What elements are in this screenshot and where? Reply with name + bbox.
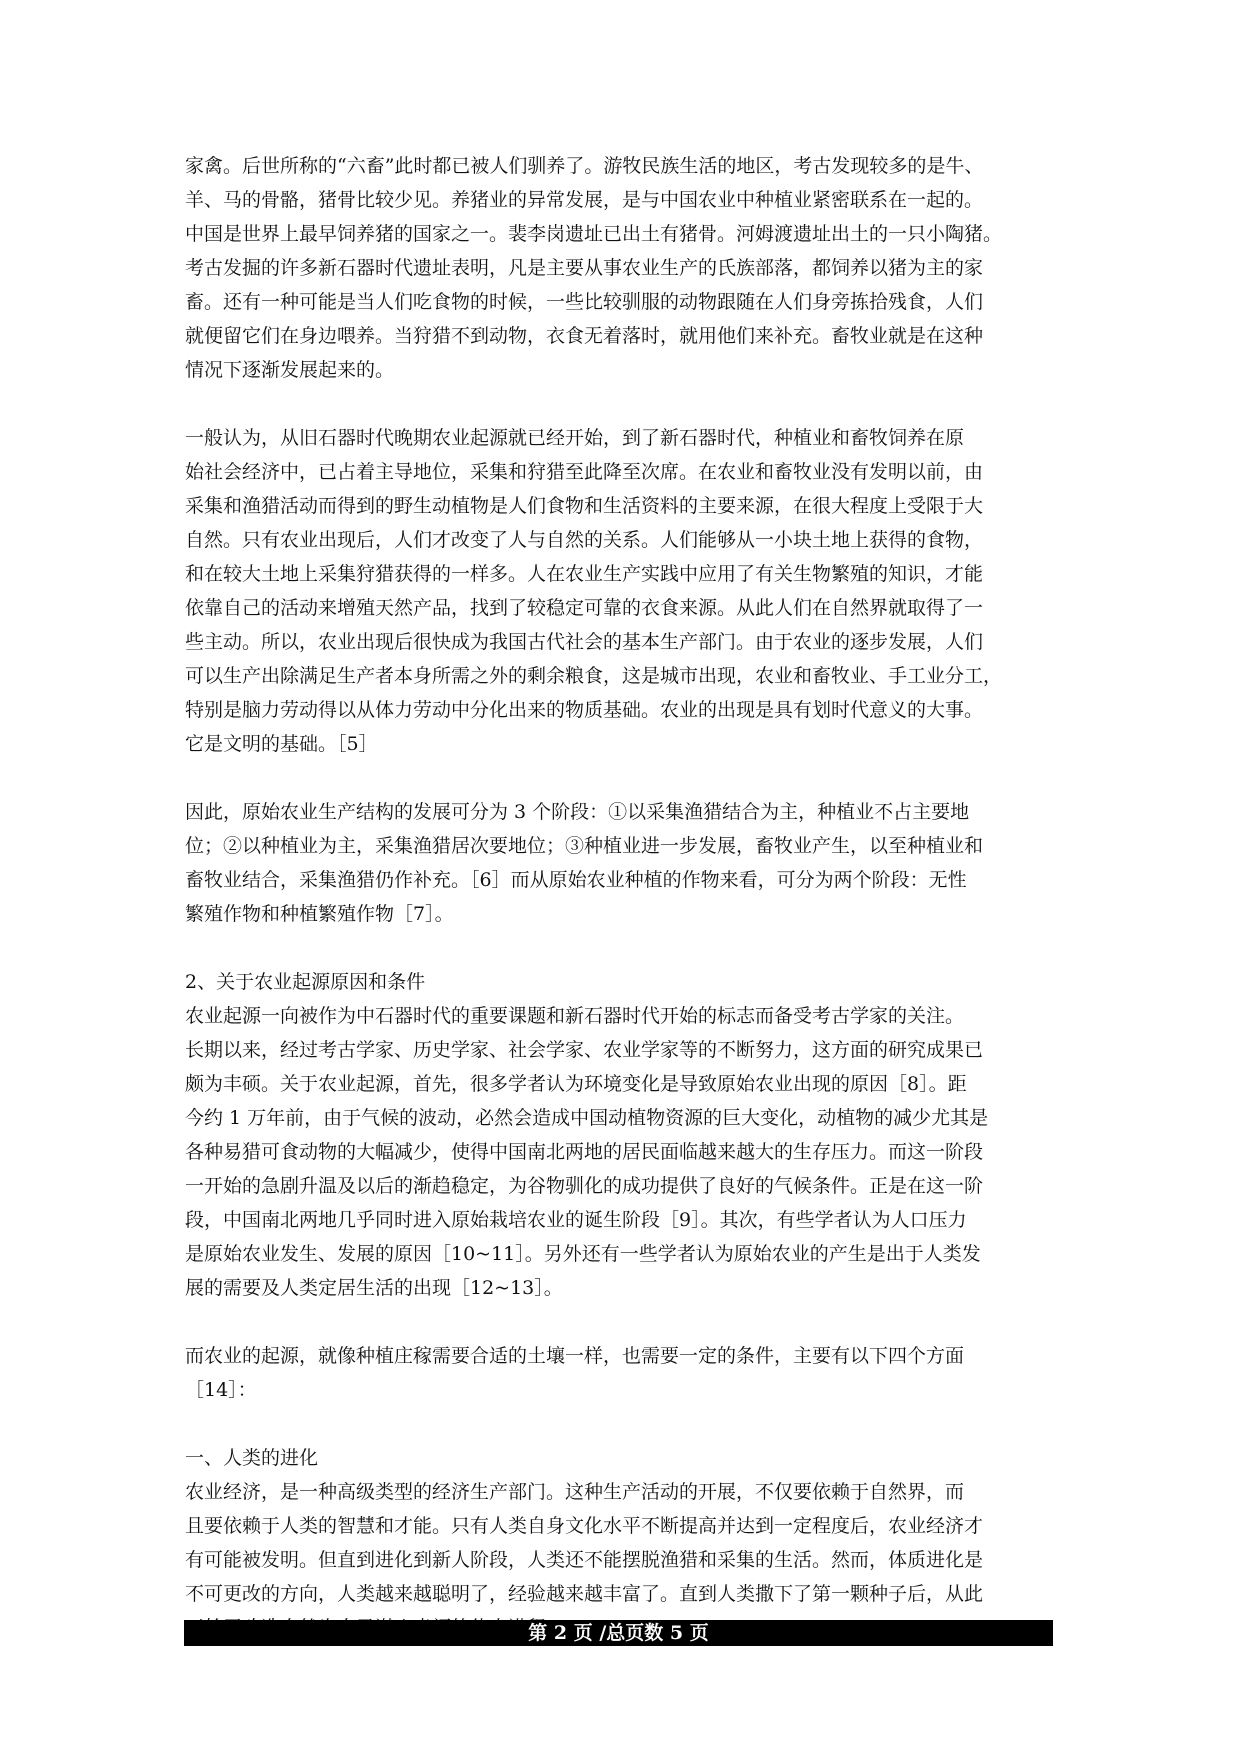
text-line: 繁殖作物和种植繁殖作物［7］。 xyxy=(185,903,454,925)
text-line: 一般认为，从旧石器时代晚期农业起源就已经开始，到了新石器时代，种植业和畜牧饲养在原 xyxy=(185,427,965,449)
text-line: 不可更改的方向，人类越来越聪明了，经验越来越丰富了。直到人类撒下了第一颗种子后，从此 xyxy=(185,1583,984,1605)
text-line: 农业起源一向被作为中石器时代的重要课题和新石器时代开始的标志而备受考古学家的关注。 xyxy=(185,1005,965,1027)
text-line: 畜牧业结合，采集渔猎仍作补充。［6］而从原始农业种植的作物来看，可分为两个阶段：无性 xyxy=(185,869,967,891)
text-line: 各种易猎可食动物的大幅减少，使得中国南北两地的居民面临越来越大的生存压力。而这一阶段 xyxy=(185,1141,984,1163)
text-line: 可以生产出除满足生产者本身所需之外的剩余粮食，这是城市出现，农业和畜牧业、手工业分工， xyxy=(185,665,1003,687)
text-line: 是原始农业发生、发展的原因［10~11］。另外还有一些学者认为原始农业的产生是出于人类发 xyxy=(185,1243,981,1265)
document-body xyxy=(185,149,1062,1645)
paragraph-gap xyxy=(185,1305,1062,1339)
text-line: 家禽。后世所称的“六畜”此时都已被人们驯养了。游牧民族生活的地区，考古发现较多的是牛、 xyxy=(185,155,984,177)
text-line: 羊、马的骨骼，猪骨比较少见。养猪业的异常发展，是与中国农业中种植业紧密联系在一起的。 xyxy=(185,189,984,211)
text-line: 位；②以种植业为主，采集渔猎居次要地位；③种植业进一步发展，畜牧业产生，以至种植业和 xyxy=(185,835,984,857)
text-line: 而农业的起源，就像种植庄稼需要合适的土壤一样，也需要一定的条件，主要有以下四个方面 xyxy=(185,1345,965,1367)
text-line: 颇为丰硕。关于农业起源，首先，很多学者认为环境变化是导致原始农业出现的原因［8］。距 xyxy=(185,1073,967,1095)
paragraph-gap xyxy=(185,387,1062,421)
text-line: 情况下逐渐发展起来的。 xyxy=(185,359,395,381)
text-line: 中国是世界上最早饲养猪的国家之一。裴李岗遗址已出土有猪骨。河姆渡遗址出土的一只小陶猪。 xyxy=(185,223,1003,245)
text-line: 畜。还有一种可能是当人们吃食物的时候，一些比较驯服的动物跟随在人们身旁拣拾残食，人们 xyxy=(185,291,984,313)
text-line: 长期以来，经过考古学家、历史学家、社会学家、农业学家等的不断努力，这方面的研究成果已 xyxy=(185,1039,984,1061)
text-line: 展的需要及人类定居生活的出现［12~13］。 xyxy=(185,1277,563,1299)
text-line: 农业经济，是一种高级类型的经济生产部门。这种生产活动的开展，不仅要依赖于自然界，而 xyxy=(185,1481,965,1503)
text-line: 始社会经济中，已占着主导地位，采集和狩猎至此降至次席。在农业和畜牧业没有发明以前，由 xyxy=(185,461,984,483)
text-line: 特别是脑力劳动得以从体力劳动中分化出来的物质基础。农业的出现是具有划时代意义的大事。 xyxy=(185,699,984,721)
text-line: 些主动。所以，农业出现后很快成为我国古代社会的基本生产部门。由于农业的逐步发展，人们 xyxy=(185,631,984,653)
text-line: 一开始的急剧升温及以后的渐趋稳定，为谷物驯化的成功提供了良好的气候条件。正是在这一阶 xyxy=(185,1175,984,1197)
text-line: 依靠自己的活动来增殖天然产品，找到了较稳定可靠的衣食来源。从此人们在自然界就取得了一 xyxy=(185,597,984,619)
page-footer: 第 2 页 /总页数 5 页 xyxy=(184,1620,1053,1646)
text-line: 采集和渔猎活动而得到的野生动植物是人们食物和生活资料的主要来源，在很大程度上受限于大 xyxy=(185,495,984,517)
text-line: 今约 1 万年前，由于气候的波动，必然会造成中国动植物资源的巨大变化，动植物的减少尤其是 xyxy=(185,1107,989,1129)
text-line: 就便留它们在身边喂养。当狩猎不到动物，衣食无着落时，就用他们来补充。畜牧业就是在这种 xyxy=(185,325,984,347)
text-line: 因此，原始农业生产结构的发展可分为 3 个阶段：①以采集渔猎结合为主，种植业不占主要地 xyxy=(185,801,970,823)
text-line: 自然。只有农业出现后，人们才改变了人与自然的关系。人们能够从一小块土地上获得的食物， xyxy=(185,529,984,551)
text-line: 2、关于农业起源原因和条件 xyxy=(185,971,426,993)
paragraph-gap xyxy=(185,931,1062,965)
text-line: 考古发掘的许多新石器时代遗址表明，凡是主要从事农业生产的氏族部落，都饲养以猪为主的家 xyxy=(185,257,984,279)
text-line: 它是文明的基础。［5］ xyxy=(185,733,378,755)
text-line: 且要依赖于人类的智慧和才能。只有人类自身文化水平不断提高并达到一定程度后，农业经济才 xyxy=(185,1515,984,1537)
text-line: 和在较大土地上采集狩猎获得的一样多。人在农业生产实践中应用了有关生物繁殖的知识，才能 xyxy=(185,563,984,585)
paragraph-gap xyxy=(185,1407,1062,1441)
text-line: 段，中国南北两地几乎同时进入原始栽培农业的诞生阶段［9］。其次，有些学者认为人口压力 xyxy=(185,1209,967,1231)
text-line: ［14］： xyxy=(185,1379,257,1401)
text-line: 有可能被发明。但直到进化到新人阶段，人类还不能摆脱渔猎和采集的生活。然而，体质进化是 xyxy=(185,1549,984,1571)
paragraph-gap xyxy=(185,761,1062,795)
text-line: 一、人类的进化 xyxy=(185,1447,319,1469)
